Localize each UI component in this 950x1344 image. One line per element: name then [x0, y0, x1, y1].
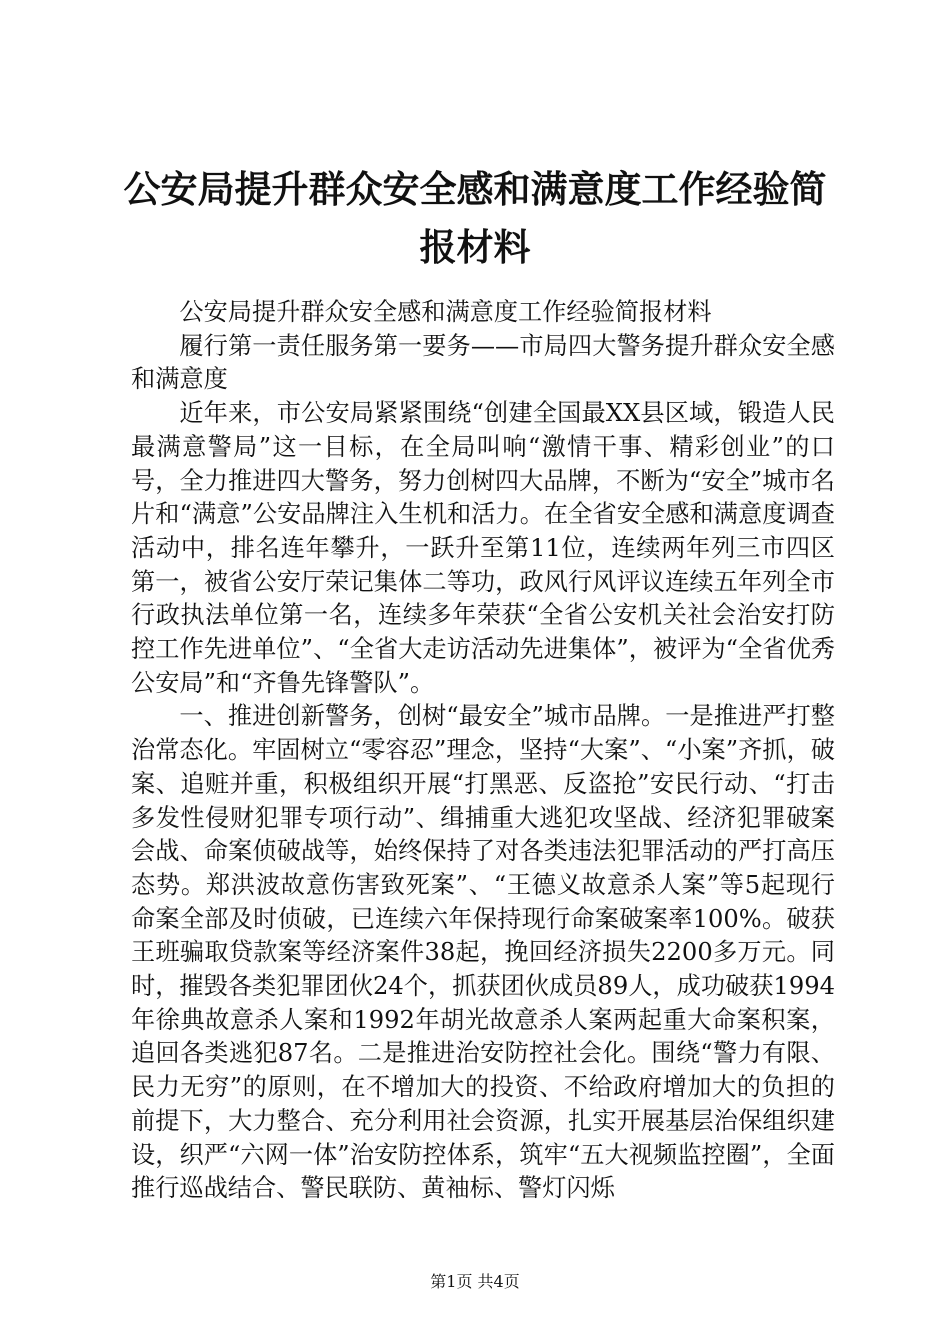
body-paragraph-section-one: 一、推进创新警务，创树“最安全”城市品牌。一是推进严打整治常态化。牢固树立“零容忍”理念，坚持“大案”、“小案”齐抓，破案、追赃并重，积极组织开展“打黑恶、反盗抢”安民行动、“打击多发性侵财犯罪专项行动”、缉捕重大逃犯攻坚战、经济犯罪破案会战、命案侦破战等，始终保持了对各类违法犯罪活动的严打高压态势。郑洪波故意伤害致死案”、“王德义故意杀人案”等5起现行命案全部及时侦破，已连续六年保持现行命案破案率100%。破获王班骗取贷款案等经济案件38起，挽回经济损失2200多万元。同时，摧毁各类犯罪团伙24个，抓获团伙成员89人，成功破获1994年徐典故意杀人案和1992年胡光故意杀人案两起重大命案积案，追回各类逃犯87名。二是推进治安防控社会化。围绕“警力有限、民力无穷”的原则，在不增加大的投资、不给政府增加大的负担的前提下，大力整合、充分利用社会资源，扎实开展基层治保组织建设，织严“六网一体”治安防控体系，筑牢“五大视频监控圈”，全面推行巡战结合、警民联防、黄袖标、警灯闪烁 — [131, 702, 835, 1203]
document-title: 公安局提升群众安全感和满意度工作经验简报材料 — [123, 167, 827, 269]
page-number-footer: 第1页 共4页 — [430, 1272, 520, 1291]
body-paragraph-intro: 近年来，市公安局紧紧围绕“创建全国最XX县区域，锻造人民最满意警局”这一目标，在全局叫响“激情干事、精彩创业”的口号，全力推进四大警务，努力创树四大品牌，不断为“安全”城市名片和“满意”公安品牌注入生机和活力。在全省安全感和满意度调查活动中，排名连年攀升，一跃升至第11位，连续两年列三市四区第一，被省公安厅荣记集体二等功，政风行风评议连续五年列全市行政执法单位第一名，连续多年荣获“全省公安机关社会治安打防控工作先进单位”、“全省大走访活动先进集体”，被评为“全省优秀公安局”和“齐鲁先锋警队”。 — [131, 399, 835, 697]
document-body — [131, 296, 835, 1206]
body-paragraph-subtitle-repeat: 公安局提升群众安全感和满意度工作经验简报材料 — [179, 298, 712, 326]
body-paragraph-heading: 履行第一责任服务第一要务——市局四大警务提升群众安全感和满意度 — [131, 331, 835, 394]
